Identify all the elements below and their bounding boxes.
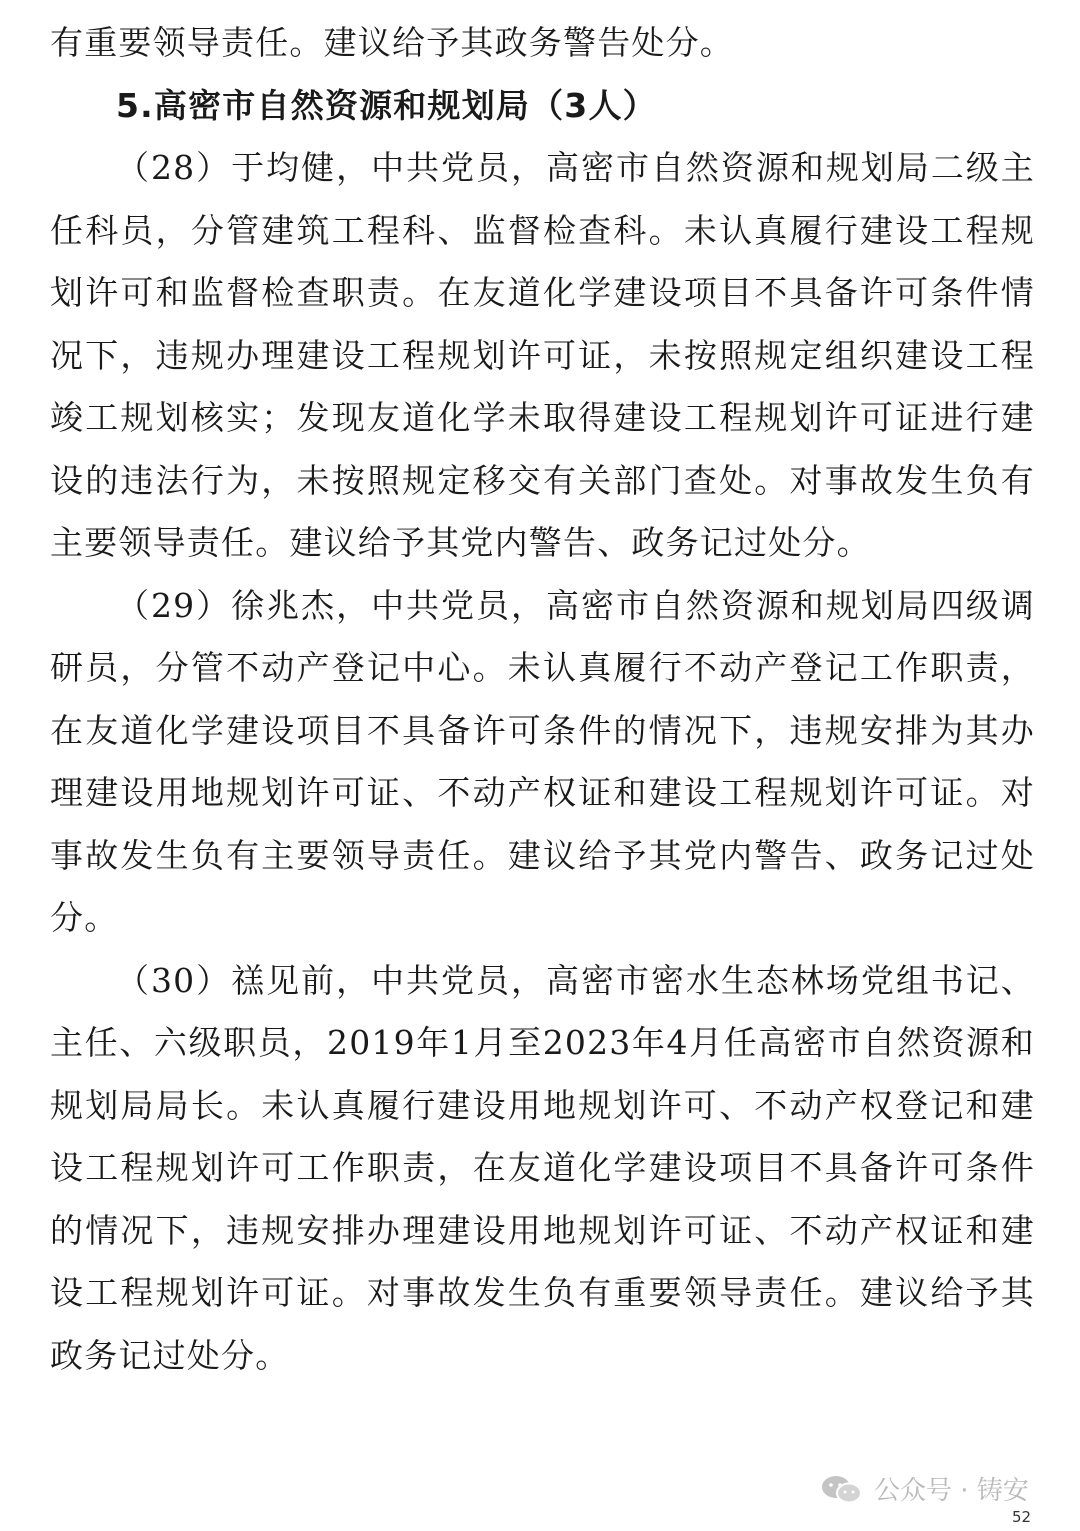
- intro-line: 有重要领导责任。建议给予其政务警告处分。: [50, 23, 734, 62]
- section-heading: 5.高密市自然资源和规划局（3人）: [116, 85, 657, 125]
- document-body: [50, 12, 1035, 1387]
- paragraph-28: （28）于均健，中共党员，高密市自然资源和规划局二级主任科员，分管建筑工程科、监督检查科。未认真履行建设工程规划许可和监督检查职责。在友道化学建设项目不具备许可条件情况下，违规办理建设工程规划许可证，未按照规定组织建设工程竣工规划核实；发现友道化学未取得建设工程规划许可证进行建设的违法行为，未按照规定移交有关部门查处。对事故发生负有主要领导责任。建议给予其党内警告、政务记过处分。: [50, 148, 1035, 562]
- page-number: 52: [1012, 1508, 1032, 1526]
- watermark-text: 公众号 · 铸安: [874, 1476, 1029, 1506]
- watermark: [820, 1470, 1029, 1507]
- paragraph-29: （29）徐兆杰，中共党员，高密市自然资源和规划局四级调研员，分管不动产登记中心。未认真履行不动产登记工作职责，在友道化学建设项目不具备许可条件的情况下，违规安排为其办理建设用地规划许可证、不动产权证和建设工程规划许可证。对事故发生负有主要领导责任。建议给予其党内警告、政务记过处分。: [50, 585, 1035, 937]
- paragraph-30: （30）禚见前，中共党员，高密市密水生态林场党组书记、主任、六级职员，2019年1月至2023年4月任高密市自然资源和规划局局长。未认真履行建设用地规划许可、不动产权登记和建设工程规划许可工作职责，在友道化学建设项目不具备许可条件的情况下，违规安排办理建设用地规划许可证、不动产权证和建设工程规划许可证。对事故发生负有重要领导责任。建议给予其政务记过处分。: [50, 960, 1035, 1375]
- wechat-icon: [820, 1474, 864, 1504]
